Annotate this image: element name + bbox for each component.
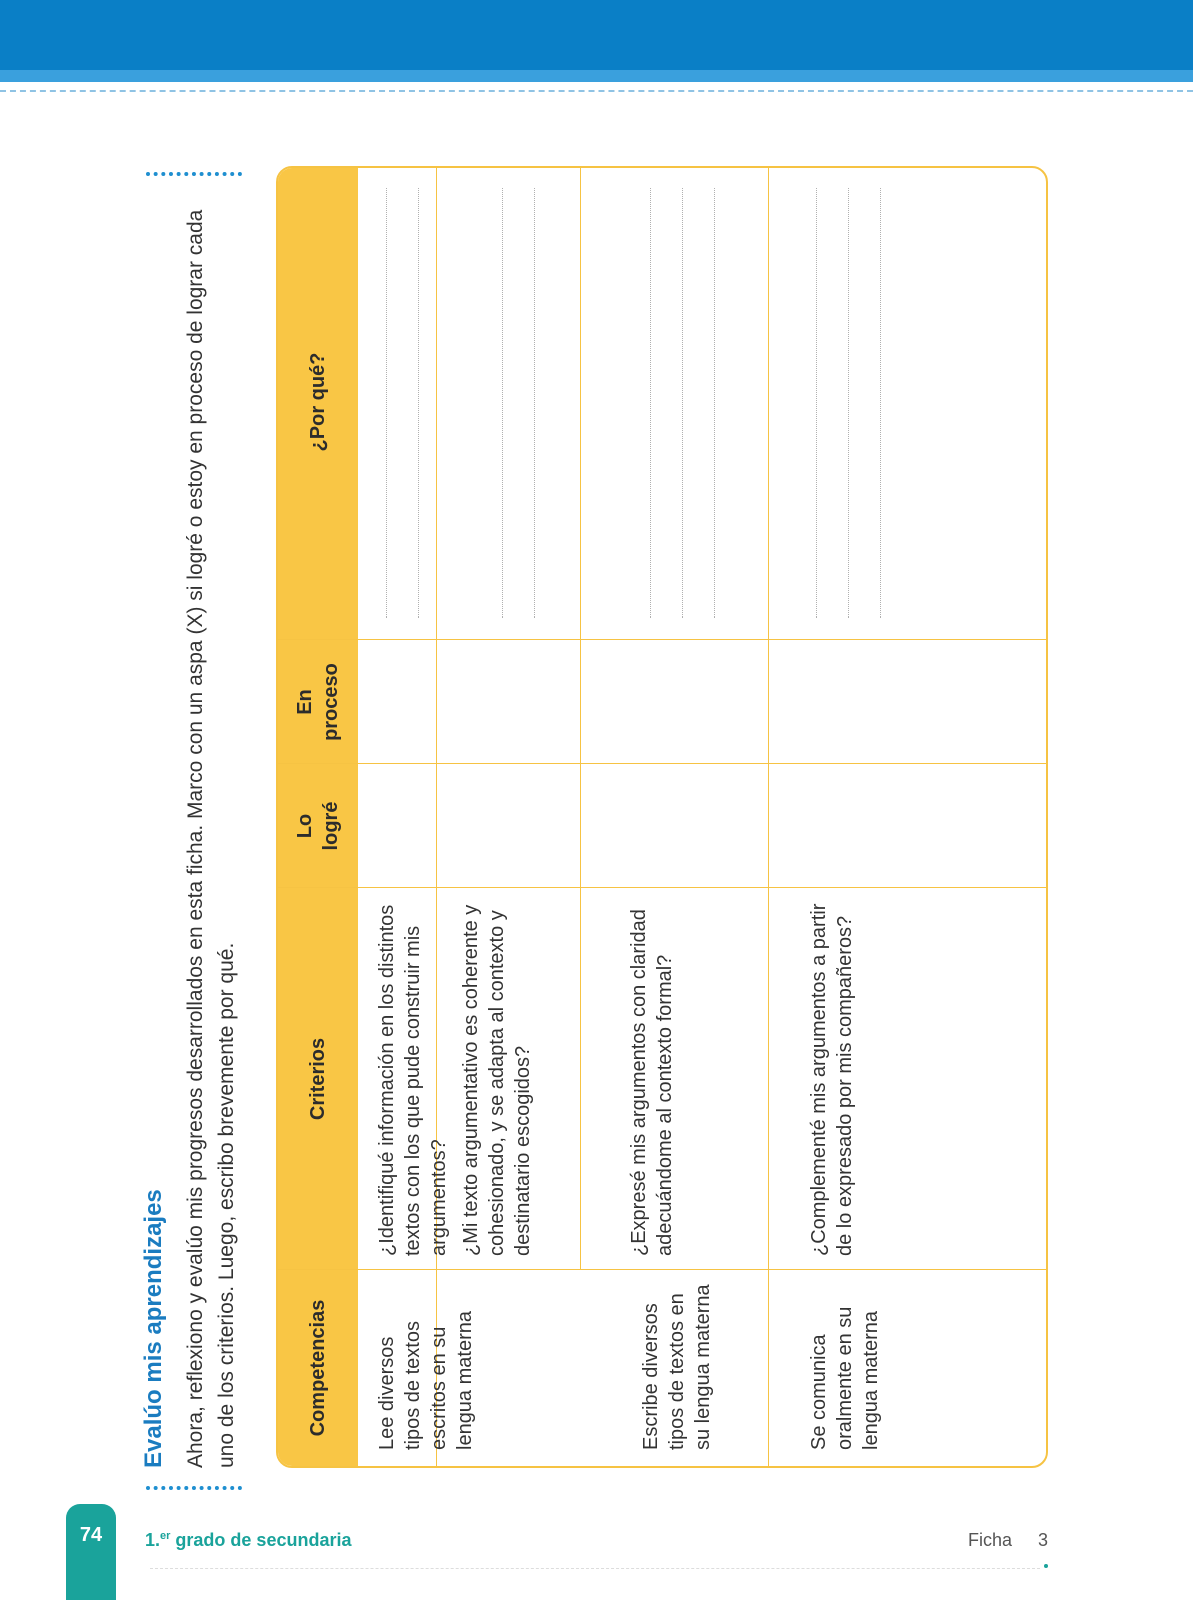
instructions-text: Ahora, reflexiono y evalúo mis progresos desarrollados en esta ficha. Marco con un aspa (X) si logré o estoy en proceso de lograr cada uno de los criterios. Luego, escribo brevemente por qué. <box>184 209 238 1468</box>
top-dashed-divider <box>0 90 1193 92</box>
criterio-complemente: ¿Complementé mis argumentos a partir de lo expresado por mis compañeros? <box>808 903 856 1256</box>
answer-line[interactable] <box>650 188 651 618</box>
criterio-exprese: ¿Expresé mis argumentos con claridad adecuándome al contexto formal? <box>628 909 676 1256</box>
column-divider <box>278 1269 1046 1270</box>
row-divider <box>768 168 769 1466</box>
footer-rule <box>150 1568 1040 1569</box>
footer-ficha-number: 3 <box>1038 1530 1049 1550</box>
header-en-proceso: En proceso <box>294 663 342 741</box>
answer-line[interactable] <box>714 188 715 618</box>
evaluation-table <box>276 166 1048 1468</box>
header-competencias: Competencias <box>307 1299 329 1437</box>
row-divider <box>436 168 437 1466</box>
answer-line[interactable] <box>816 188 817 618</box>
competencia-escribe: Escribe diversos tipos de textos en su lengua materna <box>640 1284 714 1450</box>
footer-grade: 1.$^{er}$ grado de secundaria <box>145 1530 352 1550</box>
column-divider <box>278 887 1046 888</box>
answer-line[interactable] <box>418 188 419 618</box>
section-dots-bottom <box>146 1486 242 1490</box>
page-number-tab <box>66 1504 116 1600</box>
competencia-comunica: Se comunica oralmente en su lengua materna <box>808 1306 882 1450</box>
section-title: Evalúo mis aprendizajes <box>140 1189 167 1468</box>
top-banner-strip <box>0 70 1193 82</box>
page-number: 74 <box>79 1524 103 1546</box>
answer-line[interactable] <box>848 188 849 618</box>
header-criterios: Criterios <box>307 1037 329 1121</box>
column-divider <box>278 763 1046 764</box>
row-divider <box>580 166 581 1270</box>
criterio-identifique: ¿Identifiqué información en los distintos textos con los que pude construir mis argumentos? <box>376 904 450 1256</box>
answer-line[interactable] <box>880 188 881 618</box>
footer-ficha-label: Ficha <box>968 1530 1013 1550</box>
header-lo-logre: Lo logré <box>294 801 342 851</box>
criterio-texto-argumentativo: ¿Mi texto argumentativo es coherente y cohesionado, y se adapta al contexto y destinatario escogidos? <box>460 904 534 1256</box>
footer-dot <box>1044 1564 1048 1568</box>
answer-line[interactable] <box>386 188 387 618</box>
answer-line[interactable] <box>682 188 683 618</box>
header-por-que: ¿Por qué? <box>307 352 329 452</box>
competencia-lee: Lee diversos tipos de textos escritos en su lengua materna <box>376 1311 476 1450</box>
rotated-content <box>140 168 1040 1468</box>
column-divider <box>278 639 1046 640</box>
answer-line[interactable] <box>502 188 503 618</box>
answer-line[interactable] <box>534 188 535 618</box>
